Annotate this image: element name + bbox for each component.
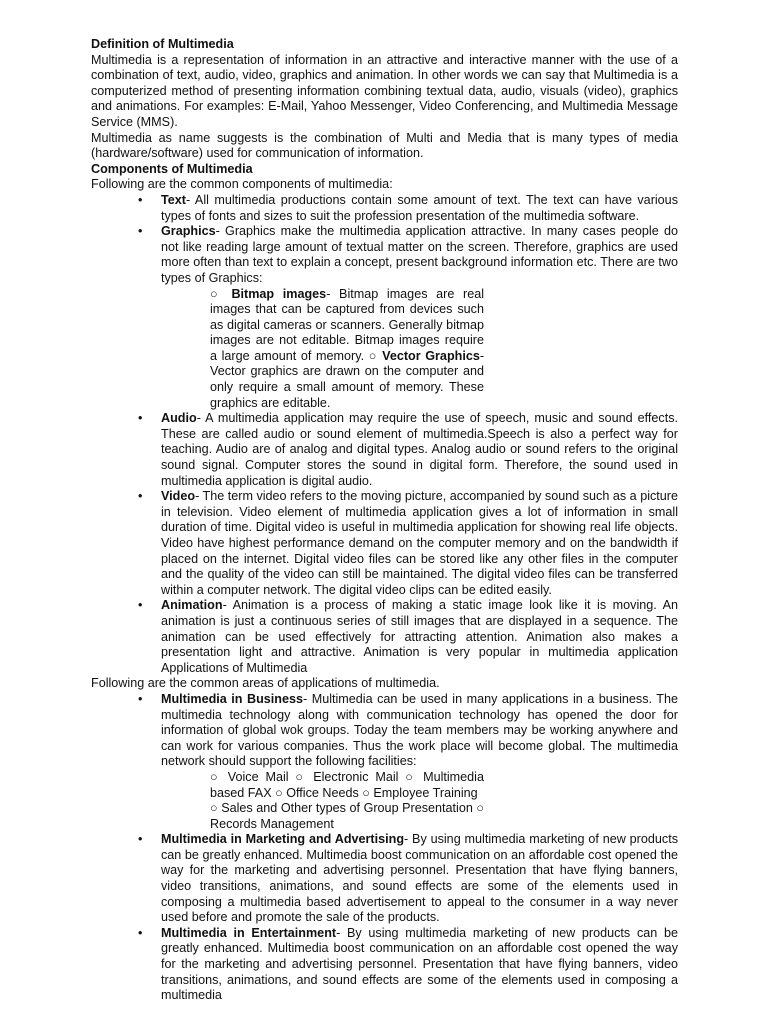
list-item-animation [91,598,678,676]
paragraph-multi-media: Multimedia as name suggests is the combination of Multi and Media that is many types of media (hardware/software) used for communication of information. [91,130,678,161]
intro-applications: Following are the common areas of applications of multimedia. [91,676,440,691]
term-animation: Animation [161,598,223,613]
heading-definition: Definition of Multimedia [91,37,234,51]
list-item-graphics [91,224,678,286]
term-entertainment: Multimedia in Entertainment [161,925,337,940]
desc-video: - The term video refers to the moving picture, accompanied by sound such as a picture in television. Video element of multimedia application gives a lot of information in small duration of time. Digital video is useful in multimedia application for showing real life objects. Video have highest performance demand on the computer memory and on the bandwidth if placed on the internet. Digital video files can be stored like any other files in the computer and the quality of the video can still be maintained. The digital video files can be transferred within a computer network. The digital video clips can be edited easily. [161,489,678,597]
bullet-icon: • [138,691,143,706]
circle-bullet-icon: ○ [368,348,378,363]
document-page [91,37,678,1004]
desc-graphics: - Graphics make the multimedia application attractive. In many cases people do not like reading large amount of textual matter on the screen. Therefore, graphics are used more often than text to explain a concept, present background information etc. There are two types of Graphics: [161,224,678,285]
bullet-icon: • [138,489,143,504]
desc-audio: - A multimedia application may require the use of speech, music and sound effects. These are called audio or sound element of multimedia.Speech is also a perfect way for teaching. Audio are of analog and digital types. Analog audio or sound refers to the original sound signal. Computer stores the sound in digital form. Therefore, the sound used in multimedia application is digital audio. [161,411,678,488]
desc-vector: - Vector graphics are drawn on the computer and only require a small amount of memory. These graphics are editable. [210,348,485,410]
list-item-audio [91,411,678,489]
list-item-entertainment [91,926,678,1004]
desc-bitmap: - Bitmap images are real images that can be captured from devices such as digital cameras or scanners. Generally bitmap images are not editable. Bitmap images require a large amount of memory. [210,286,485,363]
bullet-icon: • [138,192,143,207]
list-item-video [91,489,678,598]
facilities-line-1: ○ Voice Mail ○ Electronic Mail ○ Multimedia based FAX ○ Office Needs ○ Employee Training [210,769,484,800]
list-item-text [91,193,678,224]
components-list [91,193,678,676]
bullet-icon: • [138,224,143,239]
applications-list [91,692,678,1004]
term-video: Video [161,489,196,504]
graphics-subtypes [210,287,484,412]
term-audio: Audio [161,411,197,426]
paragraph-definition: Multimedia is a representation of information in an attractive and interactive manner with the use of a combination of text, audio, video, graphics and animation. In other words we can say that Multimedia is a computerized method of presenting information combining textual data, audio, visuals (video), graphics and animations. For examples: E-Mail, Yahoo Messenger, Video Conferencing, and Multimedia Message Service (MMS). [91,52,678,129]
desc-animation: - Animation is a process of making a static image look like it is moving. An animation is just a continuous series of still images that are displayed in a sequence. The animation can be used effectively for attracting attention. Animation also makes a presentation light and attractive. Animation is very popular in multimedia application Applications of Multimedia [161,598,678,675]
bullet-icon: • [138,925,143,940]
desc-business: - Multimedia can be used in many applications in a business. The multimedia technology along with communication technology has opened the door for information of global wok groups. Today the team members may be working anywhere and can work for various companies. Thus the work place will become global. The multimedia network should support the following facilities: [161,691,678,769]
term-business: Multimedia in Business [161,691,303,706]
circle-bullet-icon: ○ [210,286,223,301]
bullet-icon: • [138,832,143,847]
list-item-marketing [91,832,678,926]
heading-components: Components of Multimedia [91,161,253,176]
term-marketing: Multimedia in Marketing and Advertising [161,832,405,847]
desc-text: - All multimedia productions contain some amount of text. The text can have various types of fonts and sizes to suit the profession presentation of the multimedia software. [161,192,678,223]
facilities-line-2: ○ Sales and Other types of Group Presentation ○ Records Management [210,801,484,831]
desc-entertainment: - By using multimedia marketing of new products can be greatly enhanced. Multimedia boost communication on an affordable cost opened the way for the marketing and advertising personnel. Presentation that have flying banners, video transitions, animations, and sound effects are some of the elements used in composing a multimedia [161,925,678,1003]
desc-marketing: - By using multimedia marketing of new products can be greatly enhanced. Multimedia boost communication on an affordable cost opened the way for the marketing and advertising personnel. Presentation that have flying banners, video transitions, animations, and sound effects are some of the elements used in composing a multimedia based advertisement to appeal to the consumer in a way never used before and promote the sale of the products. [161,832,678,925]
intro-components: Following are the common components of multimedia: [91,177,393,192]
bullet-icon: • [138,411,143,426]
term-text: Text [161,192,186,207]
term-graphics: Graphics [161,224,216,239]
list-item-business [91,692,678,770]
term-vector: Vector Graphics [382,348,480,363]
bullet-icon: • [138,598,143,613]
term-bitmap: Bitmap images [231,286,327,301]
